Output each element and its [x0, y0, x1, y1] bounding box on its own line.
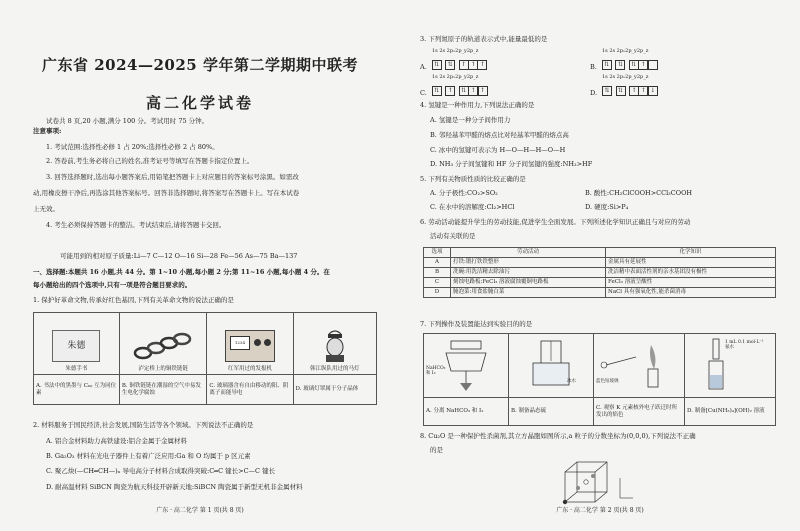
exam-title: 广东省 2024—2025 学年第二学期期中联考: [42, 56, 358, 74]
notice-3-cont: 动,用橡皮擦干净后,再选涂其他答案标号。回答非选择题时,将答案写在答题卡上。写在本试卷: [33, 189, 300, 197]
q4-option-d: D. NH₃ 分子间氢键和 HF 分子间氢键的强度:NH₃>HF: [430, 160, 593, 168]
q6-cell: FeCl₃ 溶液呈酸性: [606, 278, 776, 288]
q1-cell-d: [293, 313, 376, 375]
iron-chain-image: [133, 331, 193, 363]
q1-cell-b: [119, 313, 207, 375]
q6-cell: 金属具有延展性: [606, 258, 776, 268]
q1-option-b: B. 铜铁链链在潮湿的空气中易发生电化学腐蚀: [119, 375, 207, 405]
notice-2: 2. 答卷前,考生务必将自己的姓名,准考证号等填写在答题卡指定位置上。: [46, 157, 254, 165]
q1-caption-a: 朱德手书: [65, 366, 88, 372]
q7-option-a: A. 分离 NaHCO₃ 和 I₂: [424, 398, 509, 426]
q6-cell: 腌泡菜:用食盐腌白菜: [451, 288, 606, 298]
q1-caption-c: 红军用过的发报机: [227, 366, 272, 372]
q7-apparatus-a: [424, 334, 509, 398]
q3-option-d: 1s 2s 2pₓ2p_y2p_z D. ⇅ ⇅ ↑ ↑ ↓: [590, 74, 657, 99]
atomic-masses: 可能用到的相对原子质量:Li—7 C—12 O—16 Si—28 Fe—56 As—75 Ba—137: [60, 252, 298, 260]
question-8: 8. Cu₂O 是一种保护性杀菌剂,其立方晶胞如图所示,a 粒子的分数坐标为(0,0,0),下列说法不正确: [420, 432, 696, 440]
crystallization-apparatus-image: [511, 335, 591, 393]
q3-option-c: 1s 2s 2pₓ2p_y2p_z C. ⇅ ↑ ⇅ ↑ ↑: [420, 74, 487, 99]
knob-icon: [264, 339, 271, 346]
q5-option-c: C. 在水中的溶解度:Cl₂>HCl: [430, 203, 515, 211]
question-2: 2. 材料服务于国民经济,社会发展,国防生活等各个领域。下列说法不正确的是: [33, 421, 254, 429]
page-1-footer: 广东 · 高二化学 第 1 页(共 8 页): [156, 507, 244, 514]
q7-label-c: 蓝色钴玻璃: [596, 379, 619, 384]
q2-option-b: B. Ga₂O₃ 材料在光电子器件上有着广泛应用:Ga 和 O 均属于 p 区元素: [46, 452, 251, 460]
q2-option-d: D. 耐高温材料 SiBCN 陶瓷为航天科技开辟新天地:SiBCN 陶瓷属于新型无机非金属材料: [46, 483, 303, 491]
q7-option-c: C. 观察 K 元素核外电子跃迁时所发出的焰色: [594, 398, 685, 426]
question-8-cont: 的是: [430, 446, 443, 454]
question-6-cont: 活动有关联的是: [430, 232, 476, 240]
section1-heading-cont: 每小题给出的四个选项中,只有一项是符合题目要求的。: [33, 281, 192, 289]
q7-apparatus-c: [594, 334, 685, 398]
question-3: 3. 下列氮原子的轨道表示式中,能量最低的是: [420, 35, 548, 43]
q6-cell: B: [424, 268, 451, 278]
q7-apparatus-d: [685, 334, 776, 398]
q6-header-knowledge: 化学知识: [606, 248, 776, 258]
exam-intro: 试卷共 8 页,20 小题,满分 100 分。考试用时 75 分钟。: [46, 117, 209, 125]
q6-cell: C: [424, 278, 451, 288]
q1-caption-b: 泸定桥上的铜铁链链: [138, 366, 188, 372]
orbital-header: 1s 2s 2pₓ2p_y2p_z: [602, 74, 649, 80]
q3-option-a: 1s 2s 2pₓ2p_y2p_z A. ⇅ ⇅ ↑ ↑ ↑: [420, 48, 487, 73]
q5-option-a: A. 分子极性:CO₂>SO₂: [430, 189, 498, 197]
q3-label-d: D.: [590, 89, 598, 97]
q6-cell: 洗碗:用洗洁精去除油污: [451, 268, 606, 278]
q2-option-c: C. 聚乙炔(—CH═CH—)ₙ 导电高分子材料合成取得突破:C═C 键长>C—C 键长: [46, 467, 276, 475]
sublimation-apparatus-image: [426, 335, 506, 393]
orbital-header: 1s 2s 2pₓ2p_y2p_z: [602, 48, 649, 54]
q7-option-b: B. 制备晶态硫: [509, 398, 594, 426]
notice-1: 1. 考试范围:选择性必修 1 占 20%;选择性必修 2 占 80%。: [46, 143, 219, 151]
notice-title: 注意事项:: [33, 127, 62, 135]
question-7: 7. 下列操作及装置能达到实验目的的是: [420, 320, 533, 328]
section1-heading: 一、选择题:本题共 16 小题,共 44 分。第 1~10 小题,每小题 2 分;第 11~16 小题,每小题 4 分。在: [33, 268, 330, 276]
cu2o-unit-cell-diagram: [545, 458, 635, 508]
q1-artifact-table: [33, 312, 377, 405]
q6-cell: D: [424, 288, 451, 298]
q4-option-c: C. 冰中的氢键可表示为 H—O—H—H—O—H: [430, 146, 566, 154]
q3-label-a: A.: [420, 63, 427, 71]
notice-3: 3. 回答选择题时,选出每小题答案后,用铅笔把答题卡上对应题目的答案标号涂黑。如需改: [46, 173, 299, 181]
q7-label-a: NaHCO₃ 和 I₂: [426, 366, 446, 376]
q4-option-b: B. 邻羟基苯甲醛的熔点比对羟基苯甲醛的熔点高: [430, 131, 569, 139]
q1-option-c: C. 玻璃器含有自由移动的阳、阴离子而能导电: [207, 375, 293, 405]
q5-option-b: B. 酸性:CH₂ClCOOH>CCl₃COOH: [585, 189, 693, 197]
page-2-footer: 广东 · 高二化学 第 2 页(共 8 页): [556, 507, 644, 514]
q1-cell-a: [34, 313, 120, 375]
q7-apparatus-b: [509, 334, 594, 398]
q6-header-activity: 劳动活动: [451, 248, 606, 258]
q3-option-b: 1s 2s 2pₓ2p_y2p_z B. ⇅ ⇅ ⇅ ↑: [590, 48, 657, 73]
notice-3-cont2: 上无效。: [33, 205, 59, 213]
question-6: 6. 劳动活动能提升学生的劳动技能,促进学生全面发展。下列所述化学知识正确且与对应的劳动: [420, 218, 691, 226]
q6-cell: 刻蚀电路板:FeCl₃ 溶液腐蚀覆铜电路板: [451, 278, 606, 288]
knob-icon: [254, 339, 261, 346]
q7-option-d: D. 制备[Cu(NH₃)₄](OH)₂ 溶液: [685, 398, 776, 426]
q1-option-a: A. 书法中的黑墨与 C₆₀ 互为同位素: [34, 375, 120, 405]
q6-cell: 洗洁精中表面活性剂的亲水基团没有极性: [606, 268, 776, 278]
question-1: 1. 保护好革命文物,传承好红色基因,下列有关革命文物的说法正确的是: [33, 296, 234, 304]
q7-table: [423, 333, 776, 426]
q1-cell-c: [207, 313, 293, 375]
orbital-header: 1s 2s 2pₓ2p_y2p_z: [432, 74, 479, 80]
lantern-image: [320, 328, 350, 364]
q7-label-b: 冰水: [567, 379, 576, 384]
q1-option-d: D. 玻璃灯罩属于分子晶体: [293, 375, 376, 405]
question-5: 5. 下列有关物质性质的比较正确的是: [420, 175, 526, 183]
q3-label-b: B.: [590, 63, 597, 71]
q6-cell: 打铁:锻打铁铁整形: [451, 258, 606, 268]
q6-cell: A: [424, 258, 451, 268]
q6-cell: NaCl 具有强氧化性,能杀菌消毒: [606, 288, 776, 298]
q7-label-d: 1 mL 0.1 mol·L⁻¹ 氨水: [725, 340, 764, 350]
q3-label-c: C.: [420, 89, 427, 97]
q2-option-a: A. 铝合金材料助力高铁建设:铝合金属于金属材料: [46, 437, 188, 445]
q6-table: [423, 247, 776, 298]
calligraphy-image: 朱德: [52, 330, 100, 362]
q4-option-a: A. 氢键是一种分子间作用力: [430, 116, 511, 124]
telegraph-dial: 1234: [230, 336, 250, 350]
orbital-header: 1s 2s 2pₓ2p_y2p_z: [432, 48, 479, 54]
notice-4: 4. 考生必须保持答题卡的整洁。考试结束后,请将答题卡交回。: [46, 221, 226, 229]
question-4: 4. 氢键是一种作用力,下列说法正确的是: [420, 101, 535, 109]
exam-page-2: [400, 0, 800, 531]
q1-caption-d: 韩江纵队用过的马灯: [310, 366, 360, 372]
q5-option-d: D. 硬度:Si>P₄: [585, 203, 629, 211]
q6-header-option: 选项: [424, 248, 451, 258]
telegraph-image: [225, 330, 275, 362]
exam-subtitle: 高二化学试卷: [145, 94, 254, 112]
